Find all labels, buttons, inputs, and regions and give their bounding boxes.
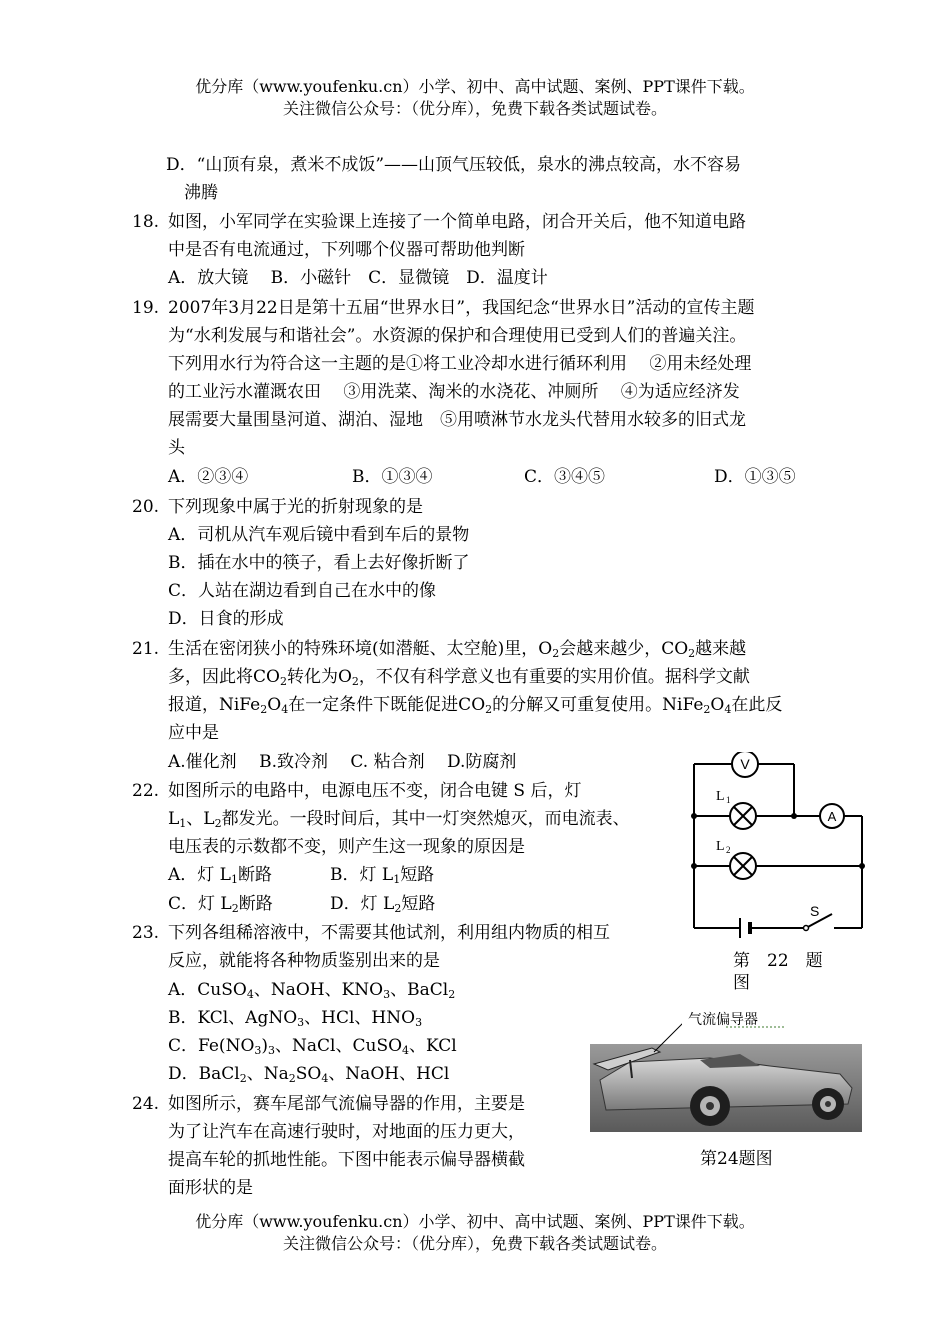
q20-option-c: C．人站在湖边看到自己在水中的像 xyxy=(168,581,437,601)
voltmeter-label: V xyxy=(740,756,750,772)
q24-line4: 面形状的是 xyxy=(168,1178,253,1198)
car-wheel-front xyxy=(812,1088,844,1120)
q23-option-d: D．BaCl$_2$、$Na_2SO_4$、NaOH、HCl xyxy=(168,1064,450,1085)
q24-line1: 如图所示，赛车尾部气流偏导器的作用，主要是 xyxy=(168,1094,525,1114)
q22-option-d: D．灯 $L_2$短路 xyxy=(330,894,436,915)
q17-option-d-line2: 沸腾 xyxy=(184,183,218,203)
footer-line-1: 优分库（www.youfenku.cn）小学、初中、高中试题、案例、PPT课件下载。 xyxy=(195,1212,755,1231)
q19-number: 19. xyxy=(132,298,160,318)
svg-text:2: 2 xyxy=(726,845,731,855)
q24-caption: 第24题图 xyxy=(700,1149,773,1169)
q20-option-a: A．司机从汽车观后镜中看到车后的景物 xyxy=(168,525,470,545)
q21-number: 21. xyxy=(132,639,160,659)
q19-option-d: D．①③⑤ xyxy=(714,467,796,487)
q19-line3: 下列用水行为符合这一主题的是①将工业冷却水进行循环利用 ②用未经处理 xyxy=(168,354,752,374)
q19-line6: 头 xyxy=(168,438,185,458)
lamp-l2-label: L xyxy=(716,839,725,854)
q22-number: 22. xyxy=(132,781,160,801)
ammeter-label: A xyxy=(827,809,837,824)
q22-option-b: B．灯 $L_1$短路 xyxy=(330,865,435,886)
q17-option-d-line1: D．“山顶有泉，煮米不成饭”——山顶气压较低，泉水的沸点较高，水不容易 xyxy=(166,155,742,175)
q23-line1: 下列各组稀溶液中，不需要其他试剂，利用组内物质的相互 xyxy=(168,923,610,943)
q18-options: A．放大镜 B．小磁针 C．显微镜 D．温度计 xyxy=(168,268,548,288)
q20-stem: 下列现象中属于光的折射现象的是 xyxy=(168,497,423,517)
q22-line2: $L_1$、$L_2$都发光。一段时间后，其中一灯突然熄灭，而电流表、 xyxy=(168,809,630,830)
q19-line4: 的工业污水灌溉农田 ③用洗菜、淘米的水浇花、冲厕所 ④为适应经济发 xyxy=(168,382,740,402)
q22-option-a: A．灯 $L_1$断路 xyxy=(168,865,272,886)
q21-line2: 多，因此将$CO_2$转化为$O_2$，不仅有科学意义也有重要的实用价值。据科学文献 xyxy=(168,667,750,688)
q22-caption-line1: 第 22 题 xyxy=(733,951,823,971)
footer-line-2: 关注微信公众号：（优分库），免费下载各类试题试卷。 xyxy=(282,1234,667,1253)
car-wheel-rear xyxy=(690,1086,730,1126)
q23-line2: 反应，就能将各种物质鉴别出来的是 xyxy=(168,951,440,971)
q18-line2: 中是否有电流通过，下列哪个仪器可帮助他判断 xyxy=(168,240,525,260)
q20-option-b: B．插在水中的筷子，看上去好像折断了 xyxy=(168,553,470,573)
q22-circuit-diagram xyxy=(686,752,876,942)
q19-line1: 2007年3月22日是第十五届“世界水日”，我国纪念“世界水日”活动的宣传主题 xyxy=(168,298,755,318)
q24-line2: 为了让汽车在高速行驶时，对地面的压力更大， xyxy=(168,1122,525,1142)
q21-line1: 生活在密闭狭小的特殊环境(如潜艇、太空舱)里，$O_2$会越来越少，$CO_2$越来越 xyxy=(168,639,747,660)
q20-number: 20. xyxy=(132,497,160,517)
q19-line2: 为“水利发展与和谐社会”。水资源的保护和合理使用已受到人们的普遍关注。 xyxy=(168,326,747,346)
lamp-l1-label: L xyxy=(716,789,725,804)
q20-option-d: D．日食的形成 xyxy=(168,609,284,629)
q21-options: A.催化剂 B.致冷剂 C. 粘合剂 D.防腐剂 xyxy=(168,752,517,772)
q23-option-b: B．KCl、AgNO$_3$、HCl、$HNO_3$ xyxy=(168,1008,423,1029)
q18-number: 18. xyxy=(132,212,160,232)
spoiler-label: 气流偏导器 xyxy=(688,1012,758,1028)
q21-line3: 报道，$NiFe_2O_4$在一定条件下既能促进$CO_2$的分解又可重复使用。$NiFe_2O_4$在此反 xyxy=(168,695,783,716)
q24-race-car-photo xyxy=(590,1008,862,1132)
svg-text:1: 1 xyxy=(726,795,731,805)
q23-option-a: A．CuSO$_4$、NaOH、$KNO_3$、BaCl$_2$ xyxy=(168,980,456,1001)
q23-number: 23. xyxy=(132,923,160,943)
q19-option-c: C．③④⑤ xyxy=(524,467,606,487)
q23-option-c: C．$Fe(NO_3)_3$、NaCl、CuSO$_4$、KCl xyxy=(168,1036,457,1057)
switch-label: S xyxy=(810,903,820,919)
q19-option-b: B．①③④ xyxy=(352,467,433,487)
q18-line1: 如图，小军同学在实验课上连接了一个简单电路，闭合开关后，他不知道电路 xyxy=(168,212,746,232)
q24-number: 24. xyxy=(132,1094,160,1114)
q21-line4: 应中是 xyxy=(168,723,219,743)
q19-option-a: A．②③④ xyxy=(168,467,249,487)
q22-line3: 电压表的示数都不变，则产生这一现象的原因是 xyxy=(168,837,525,857)
q24-line3: 提高车轮的抓地性能。下图中能表示偏导器横截 xyxy=(168,1150,525,1170)
q19-line5: 展需要大量围垦河道、湖泊、湿地 ⑤用喷淋节水龙头代替用水较多的旧式龙 xyxy=(168,410,746,430)
q22-caption-line2: 图 xyxy=(733,973,750,993)
q22-option-c: C．灯 $L_2$断路 xyxy=(168,894,273,915)
header-line-1: 优分库（www.youfenku.cn）小学、初中、高中试题、案例、PPT课件下载。 xyxy=(195,77,755,96)
q22-line1: 如图所示的电路中，电源电压不变，闭合电键 S 后，灯 xyxy=(168,781,582,801)
header-line-2: 关注微信公众号：（优分库），免费下载各类试题试卷。 xyxy=(282,99,667,118)
